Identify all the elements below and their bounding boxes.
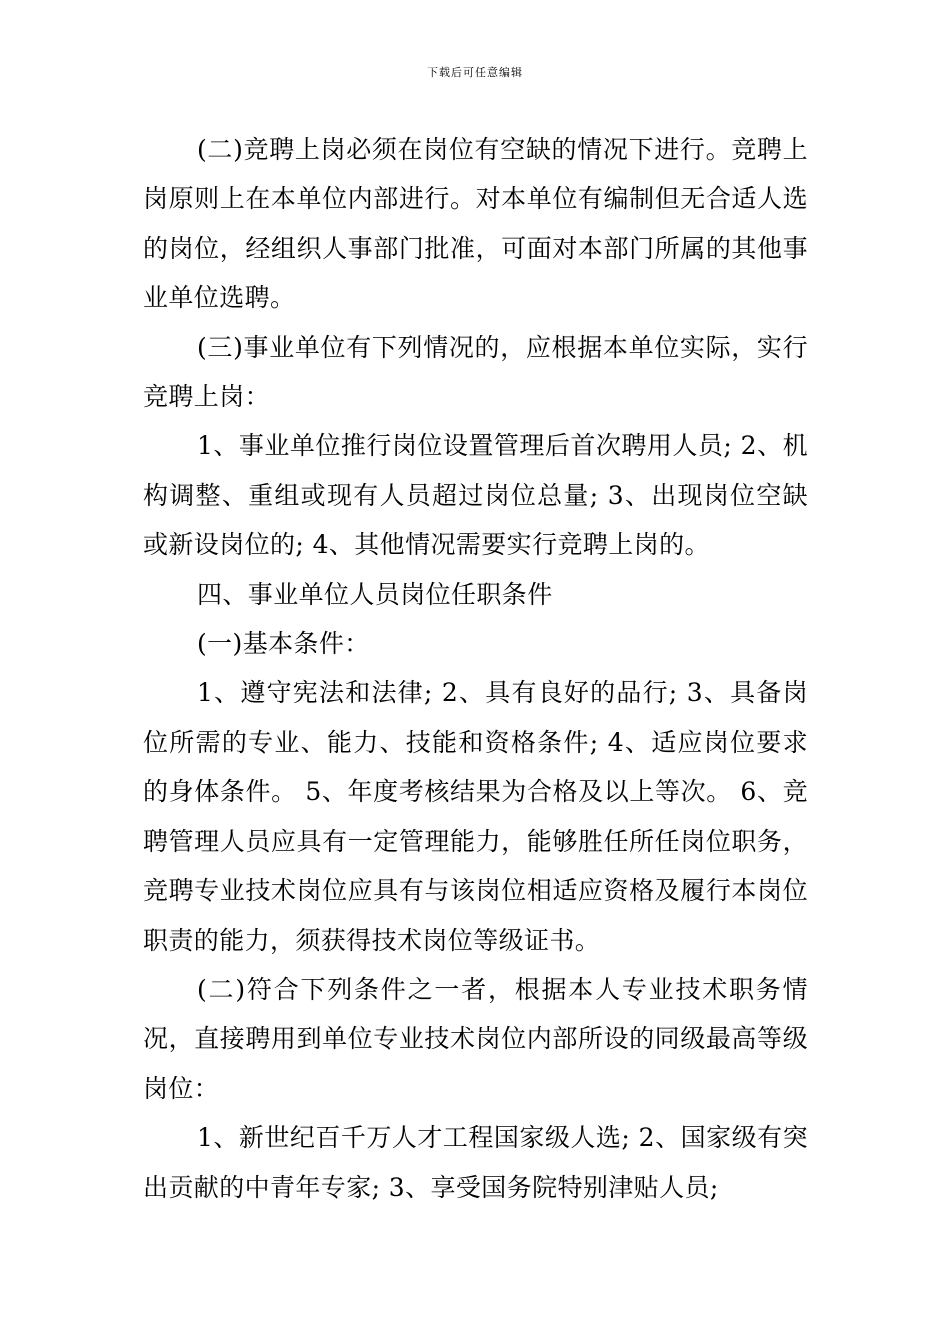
section-heading: 四、事业单位人员岗位任职条件: [197, 579, 553, 609]
paragraph: (三)事业单位有下列情况的，应根据本单位实际，实行竞聘上岗：: [143, 332, 808, 412]
paragraph: 1、新世纪百千万人才工程国家级人选; 2、国家级有突出贡献的中青年专家; 3、享受国务院特别津贴人员;: [143, 1123, 808, 1202]
document-body: [143, 125, 808, 1212]
paragraph: (二)符合下列条件之一者，根据本人专业技术职务情况，直接聘用到单位专业技术岗位内部所设的同级最高等级岗位：: [143, 974, 808, 1103]
paragraph: (二)竞聘上岗必须在岗位有空缺的情况下进行。竞聘上岗原则上在本单位内部进行。对本单位有编制但无合适人选的岗位，经组织人事部门批准，可面对本部门所属的其他事业单位选聘。: [143, 135, 808, 313]
page-header: 下载后可任意编辑: [427, 66, 523, 79]
paragraph: 1、遵守宪法和法律; 2、具有良好的品行; 3、具备岗位所需的专业、能力、技能和资格条件; 4、适应岗位要求的身体条件。 5、年度考核结果为合格及以上等次。 6、竞聘管理人员应具有一定管理能力，能够胜任所任岗位职务，竞聘专业技术岗位应具有与该岗位相适应资格及履行本岗位职责的能力，须获得技术岗位等级证书。: [143, 678, 808, 955]
subsection-heading: (一)基本条件：: [197, 629, 370, 659]
paragraph: 1、事业单位推行岗位设置管理后首次聘用人员; 2、机构调整、重组或现有人员超过岗位总量; 3、出现岗位空缺或新设岗位的; 4、其他情况需要实行竞聘上岗的。: [143, 431, 808, 560]
